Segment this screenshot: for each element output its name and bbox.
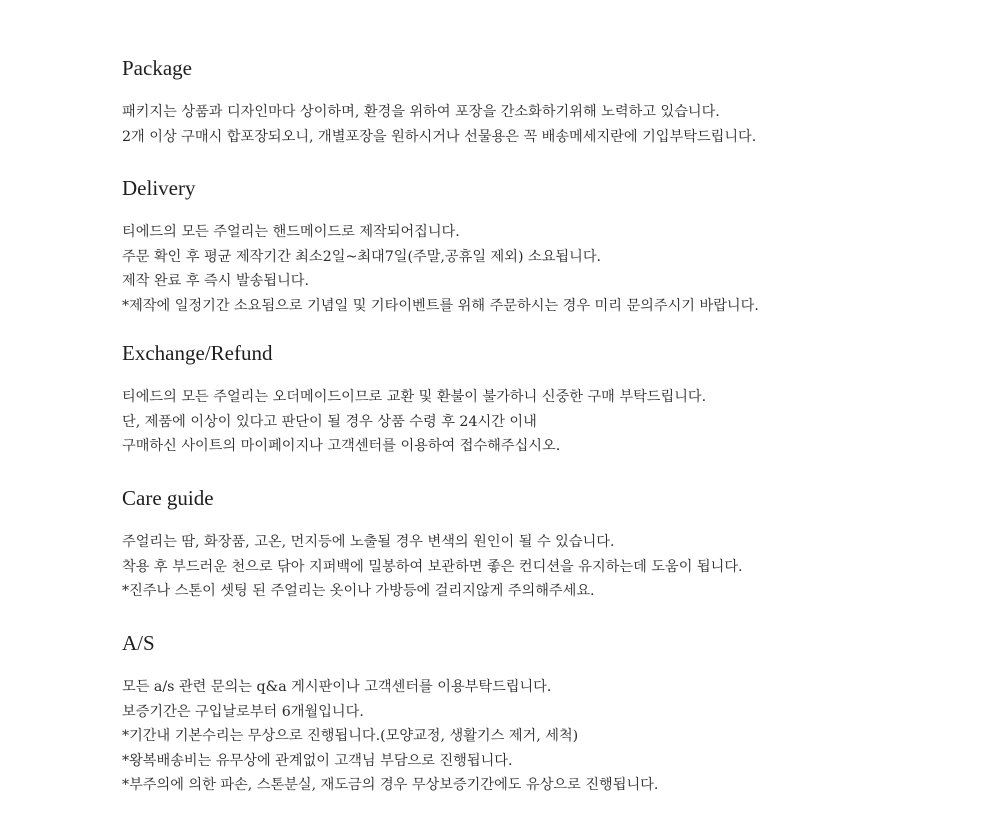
as-line-1: 모든 a/s 관련 문의는 q&a 게시판이나 고객센터를 이용부탁드립니다.: [122, 679, 552, 695]
care-guide-title: Care guide: [122, 486, 214, 510]
care-guide-line-1: 주얼리는 땀, 화장품, 고온, 먼지등에 노출될 경우 변색의 원인이 될 수 있습니다.: [122, 534, 615, 550]
as-line-4: *왕복배송비는 유무상에 관계없이 고객님 부담으로 진행됩니다.: [122, 752, 513, 769]
exchange-refund-line-2: 단, 제품에 이상이 있다고 판단이 될 경우 상품 수령 후 24시간 이내: [122, 413, 537, 430]
delivery-line-3: 제작 완료 후 즉시 발송됩니다.: [122, 273, 310, 289]
care-guide-section: [122, 485, 982, 604]
as-section: [122, 630, 982, 798]
delivery-line-1: 티에드의 모든 주얼리는 핸드메이드로 제작되어집니다.: [122, 224, 460, 240]
package-title: Package: [122, 56, 192, 80]
exchange-refund-body: [122, 385, 982, 459]
care-guide-line-3: *진주나 스톤이 셋팅 된 주얼리는 옷이나 가방등에 걸리지않게 주의해주세요.: [122, 583, 595, 599]
package-section: [122, 55, 982, 149]
care-guide-body: [122, 530, 982, 604]
as-line-2: 보증기간은 구입날로부터 6개월입니다.: [122, 703, 364, 720]
package-line-1: 패키지는 상품과 디자인마다 상이하며, 환경을 위하여 포장을 간소화하기위해 노력하고 있습니다.: [122, 104, 720, 120]
as-line-5: *부주의에 의한 파손, 스톤분실, 재도금의 경우 무상보증기간에도 유상으로 진행됩니다.: [122, 777, 659, 793]
exchange-refund-section: [122, 340, 982, 459]
delivery-line-4: *제작에 일정기간 소요됨으로 기념일 및 기타이벤트를 위해 주문하시는 경우 미리 문의주시기 바랍니다.: [122, 297, 759, 314]
delivery-title: Delivery: [122, 176, 196, 200]
exchange-refund-line-1: 티에드의 모든 주얼리는 오더메이드이므로 교환 및 환불이 불가하니 신중한 구매 부탁드립니다.: [122, 389, 707, 405]
as-title: A/S: [122, 631, 155, 655]
delivery-line-2: 주문 확인 후 평균 제작기간 최소2일~최대7일(주말,공휴일 제외) 소요됩니다.: [122, 248, 602, 265]
delivery-body: [122, 220, 982, 318]
exchange-refund-title: Exchange/Refund: [122, 341, 273, 365]
exchange-refund-line-3: 구매하신 사이트의 마이페이지나 고객센터를 이용하여 접수해주십시오.: [122, 438, 561, 454]
package-body: [122, 100, 982, 149]
as-line-3: *기간내 기본수리는 무상으로 진행됩니다.(모양교정, 생활기스 제거, 세척): [122, 728, 579, 744]
care-guide-line-2: 착용 후 부드러운 천으로 닦아 지퍼백에 밀봉하여 보관하면 좋은 컨디션을 유지하는데 도움이 됩니다.: [122, 558, 743, 575]
package-line-2: 2개 이상 구매시 합포장되오니, 개별포장을 원하시거나 선물용은 꼭 배송메세지란에 기입부탁드립니다.: [122, 128, 757, 145]
as-body: [122, 675, 982, 798]
delivery-section: [122, 175, 982, 318]
